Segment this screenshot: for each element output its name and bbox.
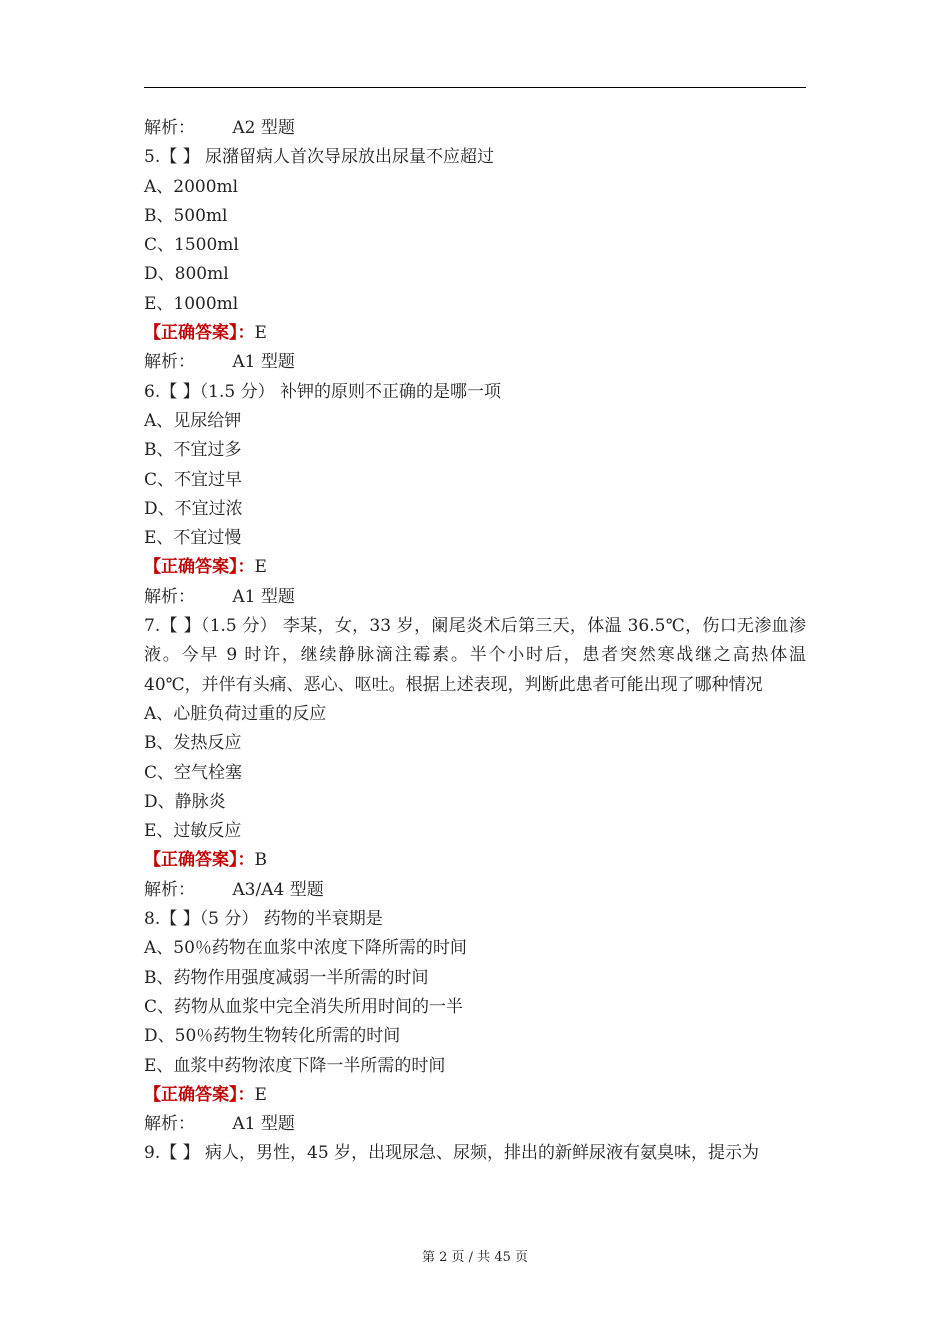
question-stem: 8.【 】（5 分） 药物的半衰期是 [144,909,383,930]
header-rule [144,87,806,88]
analysis-text: A3/A4 型题 [232,879,324,900]
analysis-text: A2 型题 [232,118,295,138]
analysis-line [144,1110,806,1139]
option-c: C、不宜过早 [144,469,243,490]
option-b: B、发热反应 [144,733,242,754]
answer-value: E [254,557,267,578]
option-a: A、见尿给钾 [144,410,242,431]
option-d: D、50％药物生物转化所需的时间 [144,1026,401,1047]
analysis-label: 解析： [144,586,195,607]
option-e: E、过敏反应 [144,821,242,842]
analysis-line [144,114,806,143]
option-b: B、不宜过多 [144,440,242,461]
option-c: C、1500ml [144,235,239,256]
answer-line [144,319,806,348]
answer-line [144,553,806,582]
answer-label: 【正确答案】： [144,557,255,578]
answer-line [144,1081,806,1110]
question-stem: 7.【 】（1.5 分） 李某，女，33 岁，阑尾炎术后第三天，体温 36.5℃，伤口无渗血渗液。今早 9 时许，继续静脉滴注霉素。半个小时后，患者突然寒战继之高热体温 40℃，并伴有头痛、恶心、呕吐。根据上述表现，判断此患者可能出现了哪种情况 [144,616,806,695]
question-stem: 5.【 】 尿潴留病人首次导尿放出尿量不应超过 [144,147,495,168]
analysis-line [144,876,806,905]
analysis-text: A1 型题 [232,1114,295,1135]
answer-label: 【正确答案】： [144,850,255,871]
option-e: E、血浆中药物浓度下降一半所需的时间 [144,1055,446,1076]
analysis-line [144,348,806,377]
analysis-text: A1 型题 [232,586,295,607]
option-c: C、空气栓塞 [144,762,243,783]
answer-value: E [254,323,267,344]
option-e: E、1000ml [144,293,239,314]
answer-value: E [254,1084,267,1105]
analysis-label: 解析： [144,879,195,900]
analysis-text: A1 型题 [232,352,295,373]
option-a: A、2000ml [144,176,239,197]
option-d: D、静脉炎 [144,791,226,812]
option-d: D、800ml [144,264,229,285]
option-c: C、药物从血浆中完全消失所用时间的一半 [144,996,464,1017]
analysis-label: 解析： [144,1114,195,1135]
analysis-label: 解析： [144,118,195,138]
answer-label: 【正确答案】： [144,323,255,344]
answer-value: B [254,850,267,871]
answer-line [144,846,806,875]
option-b: B、药物作用强度减弱一半所需的时间 [144,967,429,988]
answer-label: 【正确答案】： [144,1084,255,1105]
document-body [144,114,806,1169]
option-a: A、心脏负荷过重的反应 [144,703,327,724]
question-stem: 6.【 】（1.5 分） 补钾的原则不正确的是哪一项 [144,381,501,402]
page-footer: 第 2 页 / 共 45 页 [422,1250,528,1265]
question-stem: 9.【 】 病人，男性，45 岁，出现尿急、尿频，排出的新鲜尿液有氨臭味，提示为 [144,1143,760,1164]
analysis-label: 解析： [144,352,195,373]
option-d: D、不宜过浓 [144,498,243,519]
option-b: B、500ml [144,205,228,226]
option-e: E、不宜过慢 [144,528,242,549]
analysis-line [144,583,806,612]
option-a: A、50％药物在血浆中浓度下降所需的时间 [144,938,467,959]
